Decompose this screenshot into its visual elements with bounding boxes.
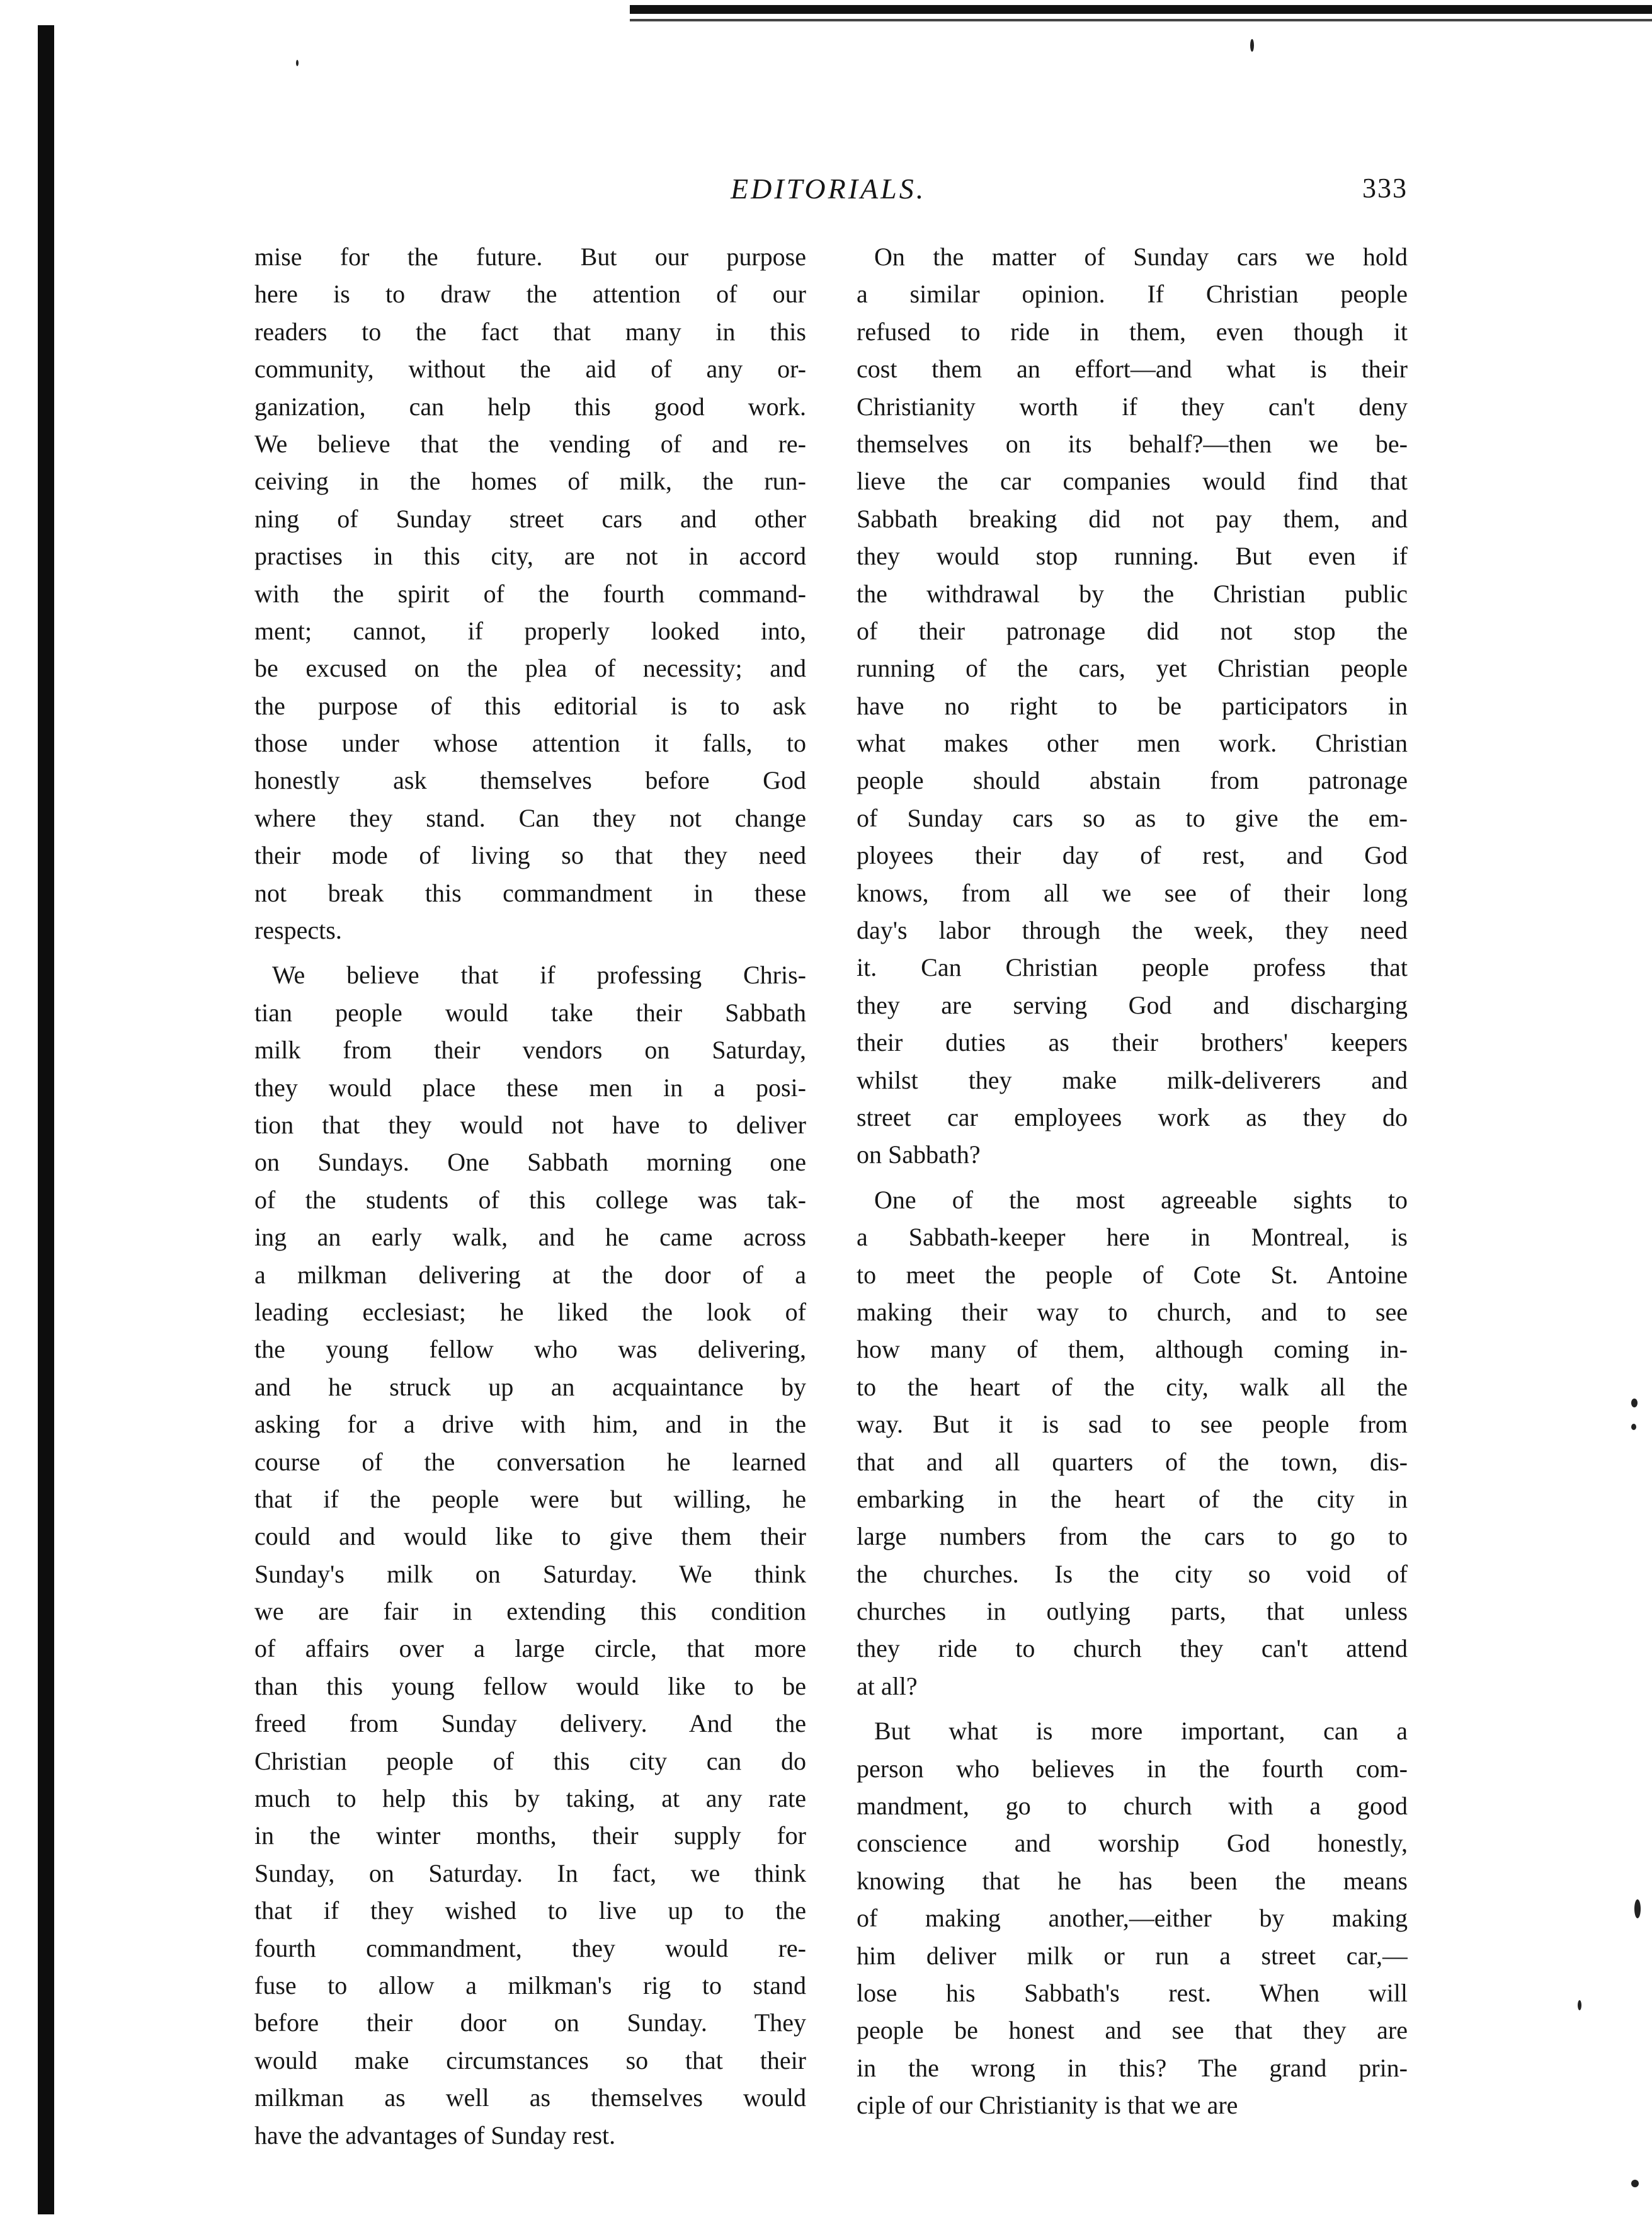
text-line: much to help this by taking, at any rate bbox=[254, 1784, 806, 1813]
text-line: knows, from all we see of their long bbox=[857, 878, 1408, 907]
text-line: their duties as their brothers' keepers bbox=[857, 1028, 1408, 1057]
text-line: tion that they would not have to deliver bbox=[254, 1110, 806, 1139]
text-line: ceiving in the homes of milk, the run- bbox=[254, 467, 806, 496]
text-line: have the advantages of Sunday rest. bbox=[254, 2120, 616, 2149]
text-line: could and would like to give them their bbox=[254, 1522, 806, 1551]
text-line: Sabbath breaking did not pay them, and bbox=[857, 504, 1408, 533]
text-line: conscience and worship God honestly, bbox=[857, 1829, 1408, 1858]
text-line: lose his Sabbath's rest. When will bbox=[857, 1978, 1408, 2007]
text-line: fuse to allow a milkman's rig to stand bbox=[254, 1971, 806, 2000]
text-line: people be honest and see that they are bbox=[857, 2016, 1408, 2045]
paragraph-gap bbox=[254, 949, 806, 956]
page-header bbox=[252, 172, 1408, 216]
text-line: a milkman delivering at the door of a bbox=[254, 1260, 806, 1289]
top-rule bbox=[630, 5, 1652, 14]
scan-edge bbox=[38, 25, 54, 2214]
scan-speck bbox=[296, 60, 299, 66]
scan-speck bbox=[1631, 1399, 1638, 1407]
left-column bbox=[254, 238, 806, 2154]
text-line: milk from their vendors on Saturday, bbox=[254, 1036, 806, 1065]
text-line: cost them an effort—and what is their bbox=[857, 355, 1408, 384]
text-line: large numbers from the cars to go to bbox=[857, 1522, 1408, 1551]
text-line: We believe that the vending of and re- bbox=[254, 429, 806, 458]
text-line: on Sabbath? bbox=[857, 1140, 981, 1169]
page-number: 333 bbox=[1362, 173, 1408, 203]
text-line: they would stop running. But even if bbox=[857, 542, 1408, 571]
scan-speck bbox=[1631, 1424, 1636, 1430]
text-line: embarking in the heart of the city in bbox=[857, 1484, 1408, 1513]
text-line: fourth commandment, they would re- bbox=[254, 1933, 806, 1962]
text-line: freed from Sunday delivery. And the bbox=[254, 1709, 806, 1738]
text-line: how many of them, although coming in- bbox=[857, 1335, 1408, 1364]
text-line: here is to draw the attention of our bbox=[254, 280, 806, 309]
scan-speck bbox=[1634, 1899, 1641, 1918]
text-line: Christianity worth if they can't deny bbox=[857, 392, 1408, 421]
text-line: ciple of our Christianity is that we are bbox=[857, 2091, 1238, 2120]
text-line: respects. bbox=[254, 916, 342, 945]
text-line: him deliver milk or run a street car,— bbox=[857, 1941, 1408, 1970]
text-line: making their way to church, and to see bbox=[857, 1297, 1408, 1326]
text-line: a similar opinion. If Christian people bbox=[857, 280, 1408, 309]
text-line: the purpose of this editorial is to ask bbox=[254, 691, 806, 720]
text-line: tian people would take their Sabbath bbox=[254, 998, 806, 1027]
top-rule-thin bbox=[630, 19, 1652, 21]
text-line: their mode of living so that they need bbox=[254, 841, 806, 870]
text-line: refused to ride in them, even though it bbox=[857, 317, 1408, 346]
text-line: ployees their day of rest, and God bbox=[857, 841, 1408, 870]
text-line: day's labor through the week, they need bbox=[857, 916, 1408, 945]
text-line: on Sundays. One Sabbath morning one bbox=[254, 1148, 806, 1177]
text-line: asking for a drive with him, and in the bbox=[254, 1410, 806, 1439]
scan-speck bbox=[1250, 39, 1254, 52]
text-line: that if they wished to live up to the bbox=[254, 1896, 806, 1925]
text-line: mandment, go to church with a good bbox=[857, 1792, 1408, 1821]
text-line: to meet the people of Cote St. Antoine bbox=[857, 1260, 1408, 1289]
text-line: Sunday's milk on Saturday. We think bbox=[254, 1559, 806, 1588]
text-line: ganization, can help this good work. bbox=[254, 392, 806, 421]
text-line: themselves on its behalf?—then we be- bbox=[857, 429, 1408, 458]
text-line: would make circumstances so that their bbox=[254, 2046, 806, 2075]
right-column bbox=[857, 238, 1408, 2124]
scan-speck bbox=[1631, 2180, 1639, 2187]
text-line: to the heart of the city, walk all the bbox=[857, 1372, 1408, 1401]
running-head: EDITORIALS. bbox=[731, 173, 926, 205]
text-line: where they stand. Can they not change bbox=[254, 803, 806, 832]
text-line: and he struck up an acquaintance by bbox=[254, 1372, 806, 1401]
text-line: of Sunday cars so as to give the em- bbox=[857, 803, 1408, 832]
text-line: those under whose attention it falls, to bbox=[254, 729, 806, 758]
text-line: leading ecclesiast; he liked the look of bbox=[254, 1297, 806, 1326]
text-line: with the spirit of the fourth command- bbox=[254, 579, 806, 608]
text-line: in the wrong in this? The grand prin- bbox=[857, 2053, 1408, 2082]
text-line: be excused on the plea of necessity; and bbox=[254, 654, 806, 683]
text-line: One of the most agreeable sights to bbox=[874, 1185, 1408, 1214]
text-line: knowing that he has been the means bbox=[857, 1866, 1408, 1895]
text-line: before their door on Sunday. They bbox=[254, 2008, 806, 2037]
text-line: milkman as well as themselves would bbox=[254, 2083, 806, 2112]
text-line: On the matter of Sunday cars we hold bbox=[874, 243, 1408, 271]
text-line: that and all quarters of the town, dis- bbox=[857, 1447, 1408, 1476]
text-line: person who believes in the fourth com- bbox=[857, 1754, 1408, 1783]
text-line: of making another,—either by making bbox=[857, 1904, 1408, 1933]
text-line: than this young fellow would like to be bbox=[254, 1671, 806, 1700]
text-line: of the students of this college was tak- bbox=[254, 1185, 806, 1214]
text-line: they ride to church they can't attend bbox=[857, 1634, 1408, 1663]
text-line: of their patronage did not stop the bbox=[857, 616, 1408, 645]
text-line: what makes other men work. Christian bbox=[857, 729, 1408, 758]
paragraph-gap bbox=[857, 1174, 1408, 1181]
text-line: the churches. Is the city so void of bbox=[857, 1559, 1408, 1588]
text-line: course of the conversation he learned bbox=[254, 1447, 806, 1476]
text-line: ing an early walk, and he came across bbox=[254, 1223, 806, 1252]
text-line: it. Can Christian people profess that bbox=[857, 953, 1408, 982]
text-line: in the winter months, their supply for bbox=[254, 1821, 806, 1850]
text-line: honestly ask themselves before God bbox=[254, 766, 806, 795]
text-line: We believe that if professing Chris- bbox=[272, 961, 806, 990]
text-line: they are serving God and discharging bbox=[857, 990, 1408, 1019]
text-line: churches in outlying parts, that unless bbox=[857, 1597, 1408, 1626]
text-line: ning of Sunday street cars and other bbox=[254, 504, 806, 533]
text-line: ment; cannot, if properly looked into, bbox=[254, 616, 806, 645]
text-line: way. But it is sad to see people from bbox=[857, 1410, 1408, 1439]
text-line: readers to the fact that many in this bbox=[254, 317, 806, 346]
text-line: they would place these men in a posi- bbox=[254, 1073, 806, 1102]
text-line: lieve the car companies would find that bbox=[857, 467, 1408, 496]
text-line: practises in this city, are not in accord bbox=[254, 542, 806, 571]
text-line: a Sabbath-keeper here in Montreal, is bbox=[857, 1223, 1408, 1252]
text-line: whilst they make milk-deliverers and bbox=[857, 1065, 1408, 1094]
text-line: people should abstain from patronage bbox=[857, 766, 1408, 795]
scan-speck bbox=[1578, 2000, 1581, 2010]
text-line: community, without the aid of any or- bbox=[254, 355, 806, 384]
text-line: at all? bbox=[857, 1671, 918, 1700]
text-line: have no right to be participators in bbox=[857, 691, 1408, 720]
text-line: Christian people of this city can do bbox=[254, 1746, 806, 1775]
text-line: But what is more important, can a bbox=[874, 1717, 1408, 1746]
text-line: of affairs over a large circle, that more bbox=[254, 1634, 806, 1663]
text-line: running of the cars, yet Christian people bbox=[857, 654, 1408, 683]
text-line: we are fair in extending this condition bbox=[254, 1597, 806, 1626]
text-line: Sunday, on Saturday. In fact, we think bbox=[254, 1858, 806, 1887]
text-line: not break this commandment in these bbox=[254, 878, 806, 907]
text-line: the young fellow who was delivering, bbox=[254, 1335, 806, 1364]
text-line: the withdrawal by the Christian public bbox=[857, 579, 1408, 608]
paragraph-gap bbox=[857, 1705, 1408, 1712]
text-line: that if the people were but willing, he bbox=[254, 1484, 806, 1513]
text-line: mise for the future. But our purpose bbox=[254, 243, 806, 271]
text-line: street car employees work as they do bbox=[857, 1102, 1408, 1131]
